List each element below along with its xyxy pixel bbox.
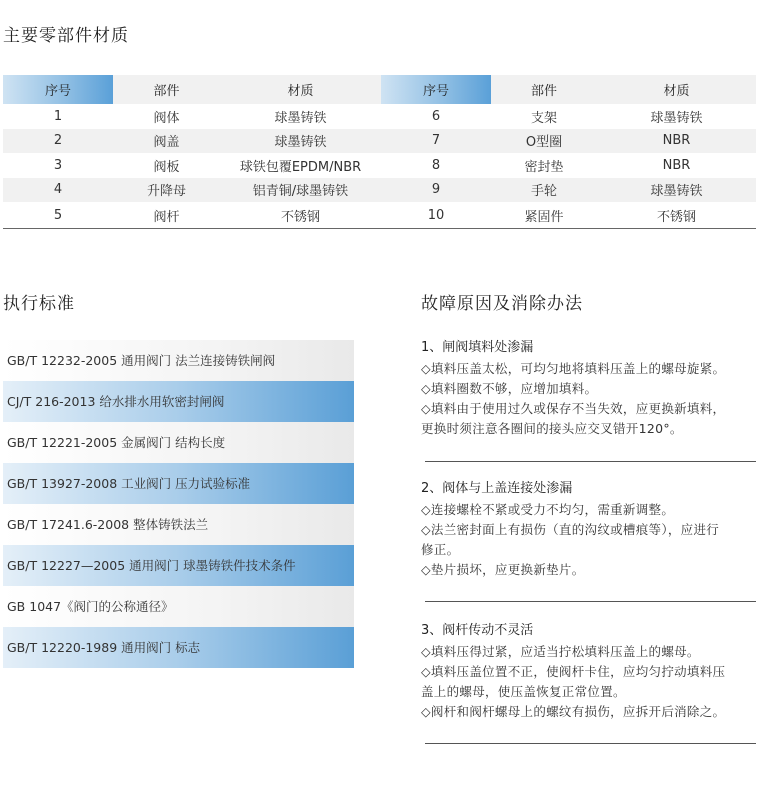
fault-line: 修正。 — [421, 542, 460, 557]
divider — [425, 461, 756, 462]
standards-section-title: 执行标准 — [3, 294, 75, 314]
table-cell: 阀杆 — [113, 202, 220, 229]
table-cell: 3 — [53, 157, 63, 173]
faults-section-title: 故障原因及消除办法 — [421, 294, 583, 314]
standard-item: GB/T 12232-2005 通用阀门 法兰连接铸铁闸阀 — [3, 340, 354, 381]
table-cell: 5 — [3, 202, 113, 229]
fault-line: ◇填料压盖太松，可均匀地将填料压盖上的螺母旋紧。 — [421, 361, 726, 376]
table-cell: 4 — [3, 178, 113, 203]
table-cell: 阀盖 — [113, 129, 220, 154]
table-cell: 9 — [381, 178, 491, 203]
fault-heading: 1、闸阀填料处渗漏 — [421, 340, 534, 355]
standard-item: GB/T 13927-2008 工业阀门 压力试验标准 — [3, 463, 354, 504]
table-cell: 6 — [431, 108, 441, 124]
table-cell: O型圈 — [491, 129, 597, 154]
table-row — [3, 178, 756, 203]
fault-line: ◇填料压盖位置不正，使阀杆卡住，应均匀拧动填料压 — [421, 664, 726, 679]
fault-line: ◇填料圈数不够，应增加填料。 — [421, 381, 598, 396]
table-cell: 支架 — [530, 110, 557, 126]
table-header-row — [3, 75, 756, 104]
table-cell: 不锈钢 — [597, 202, 756, 229]
header-seq-right: 序号 — [381, 75, 491, 104]
fault-heading: 2、阀体与上盖连接处渗漏 — [421, 481, 573, 496]
fault-line: 更换时须注意各圈间的接头应交叉错开120°。 — [421, 421, 683, 436]
table-cell: 1 — [53, 108, 63, 124]
divider — [425, 601, 756, 602]
parts-material-table — [3, 75, 756, 229]
table-cell: 阀体 — [153, 110, 180, 126]
table-cell: 球铁包覆EPDM/NBR — [239, 159, 362, 175]
table-row — [3, 202, 756, 229]
table-cell: 密封垫 — [524, 159, 564, 175]
table-cell: 球墨铸铁 — [220, 129, 381, 154]
fault-line: 盖上的螺母，使压盖恢复正常位置。 — [421, 684, 626, 699]
table-cell: 7 — [381, 129, 491, 154]
table-row — [3, 129, 756, 154]
header-part-right: 部件 — [491, 75, 597, 104]
standard-item: GB/T 17241.6-2008 整体铸铁法兰 — [3, 504, 354, 545]
standard-item: GB/T 12227—2005 通用阀门 球墨铸铁件技术条件 — [3, 545, 354, 586]
fault-heading: 3、阀杆传动不灵活 — [421, 623, 534, 638]
standard-item: GB/T 12220-1989 通用阀门 标志 — [3, 627, 354, 668]
table-cell: 阀板 — [153, 159, 180, 175]
table-cell: 升降母 — [113, 178, 220, 203]
table-cell: 铝青铜/球墨铸铁 — [220, 178, 381, 203]
fault-line: ◇连接螺栓不紧或受力不均匀，需重新调整。 — [421, 502, 675, 517]
divider — [425, 743, 756, 744]
fault-block-1 — [421, 337, 759, 439]
fault-block-3 — [421, 620, 759, 722]
fault-line: ◇阀杆和阀杆螺母上的螺纹有损伤，应拆开后消除之。 — [421, 704, 726, 719]
table-row — [3, 153, 756, 178]
fault-line: ◇法兰密封面上有损伤（直的沟纹或槽痕等），应进行 — [421, 522, 720, 537]
header-material-left: 材质 — [220, 75, 381, 104]
table-cell: 手轮 — [491, 178, 597, 203]
table-cell: NBR — [597, 129, 756, 154]
table-row — [3, 104, 756, 129]
header-part-left: 部件 — [113, 75, 220, 104]
table-cell: 不锈钢 — [220, 202, 381, 229]
table-cell: 球墨铸铁 — [597, 178, 756, 203]
table-cell: 10 — [381, 202, 491, 229]
header-material-right: 材质 — [597, 75, 756, 104]
table-cell: 8 — [431, 157, 441, 173]
table-cell: 紧固件 — [491, 202, 597, 229]
fault-block-2 — [421, 478, 759, 580]
standards-list — [3, 340, 354, 668]
standard-item: GB/T 12221-2005 金属阀门 结构长度 — [3, 422, 354, 463]
standard-item: GB 1047《阀门的公称通径》 — [3, 586, 354, 627]
fault-line: ◇填料由于使用过久或保存不当失效，应更换新填料， — [421, 401, 726, 416]
parts-section-title: 主要零部件材质 — [3, 26, 129, 46]
table-cell: NBR — [662, 157, 691, 173]
table-cell: 2 — [3, 129, 113, 154]
standard-item: CJ/T 216-2013 给水排水用软密封闸阀 — [3, 381, 354, 422]
fault-line: ◇填料压得过紧，应适当拧松填料压盖上的螺母。 — [421, 644, 700, 659]
table-cell: 球墨铸铁 — [650, 110, 703, 126]
header-seq-left: 序号 — [3, 75, 113, 104]
table-cell: 球墨铸铁 — [274, 110, 327, 126]
fault-line: ◇垫片损坏，应更换新垫片。 — [421, 562, 585, 577]
